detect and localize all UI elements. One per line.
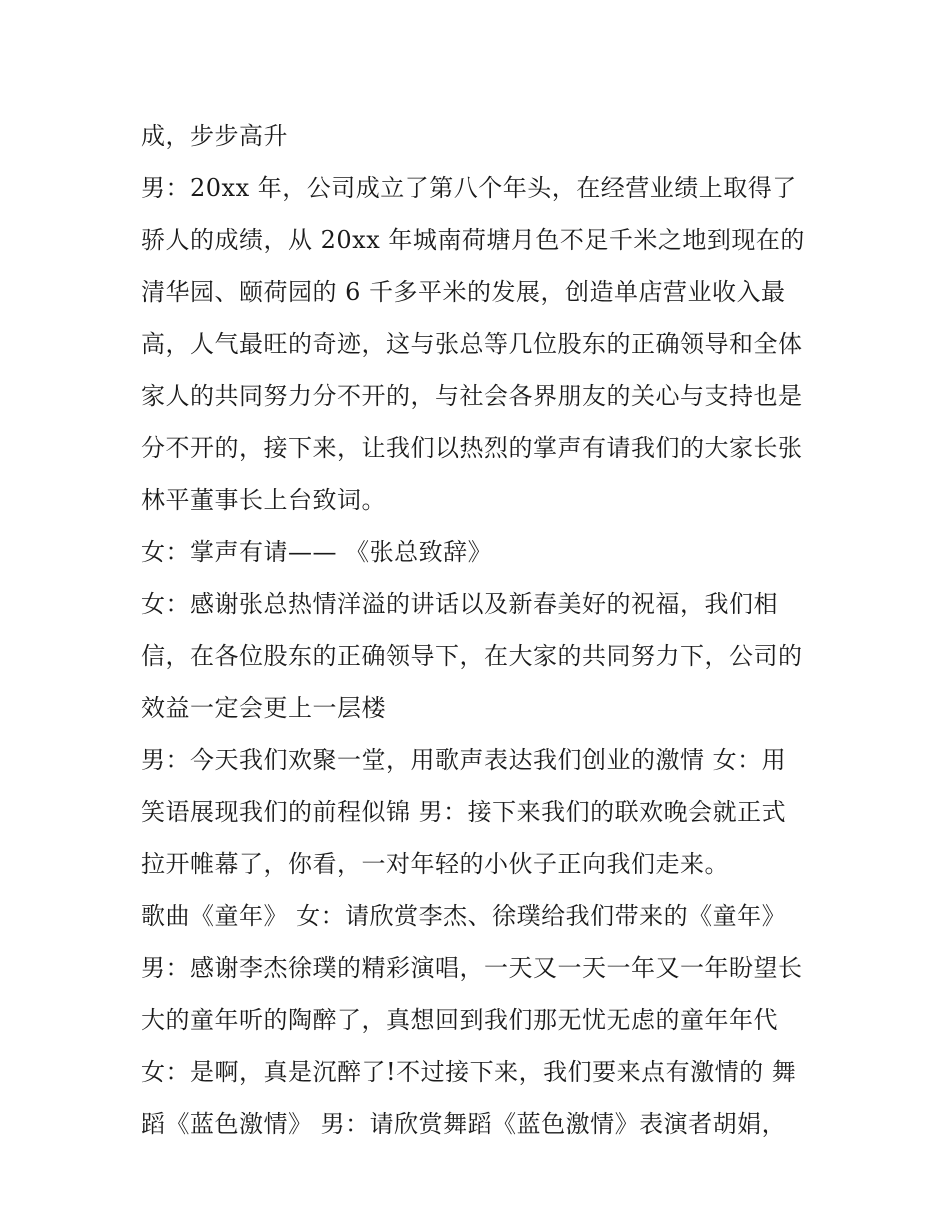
text-line: 女：感谢张总热情洋溢的讲话以及新春美好的祝福，我们相 — [141, 590, 778, 618]
text-line: 家人的共同努力分不开的，与社会各界朋友的关心与支持也是 — [141, 382, 803, 410]
text-line: 拉开帷幕了，你看，一对年轻的小伙子正向我们走来。 — [141, 850, 729, 878]
text-line: 成，步步高升 — [141, 122, 288, 150]
text-line: 林平董事长上台致词。 — [141, 486, 386, 514]
text-line: 女：掌声有请—— 《张总致辞》 — [141, 538, 493, 566]
text-line: 信，在各位股东的正确领导下，在大家的共同努力下，公司的 — [141, 642, 803, 670]
text-line: 效益一定会更上一层楼 — [141, 694, 386, 722]
text-line: 骄人的成绩，从 20xx 年城南荷塘月色不足千米之地到现在的 — [141, 226, 805, 254]
text-line: 男：感谢李杰徐璞的精彩演唱，一天又一天一年又一年盼望长 — [141, 954, 803, 982]
text-line: 男：今天我们欢聚一堂，用歌声表达我们创业的激情 女：用 — [141, 746, 787, 774]
text-line: 大的童年听的陶醉了，真想回到我们那无忧无虑的童年年代 — [141, 1006, 778, 1034]
text-line: 笑语展现我们的前程似锦 男：接下来我们的联欢晚会就正式 — [141, 798, 787, 826]
text-line: 分不开的，接下来，让我们以热烈的掌声有请我们的大家长张 — [141, 434, 803, 462]
text-line: 歌曲《童年》 女：请欣赏李杰、徐璞给我们带来的《童年》 — [141, 902, 787, 930]
text-line: 高，人气最旺的奇迹，这与张总等几位股东的正确领导和全体 — [141, 330, 803, 358]
text-line: 蹈《蓝色激情》 男：请欣赏舞蹈《蓝色激情》表演者胡娟， — [141, 1110, 787, 1138]
document-body — [141, 110, 821, 1150]
text-line: 清华园、颐荷园的 6 千多平米的发展，创造单店营业收入最 — [141, 278, 786, 306]
text-line: 女：是啊，真是沉醉了!不过接下来，我们要来点有激情的 舞 — [141, 1058, 797, 1086]
text-line: 男：20xx 年，公司成立了第八个年头，在经营业绩上取得了 — [141, 174, 797, 202]
